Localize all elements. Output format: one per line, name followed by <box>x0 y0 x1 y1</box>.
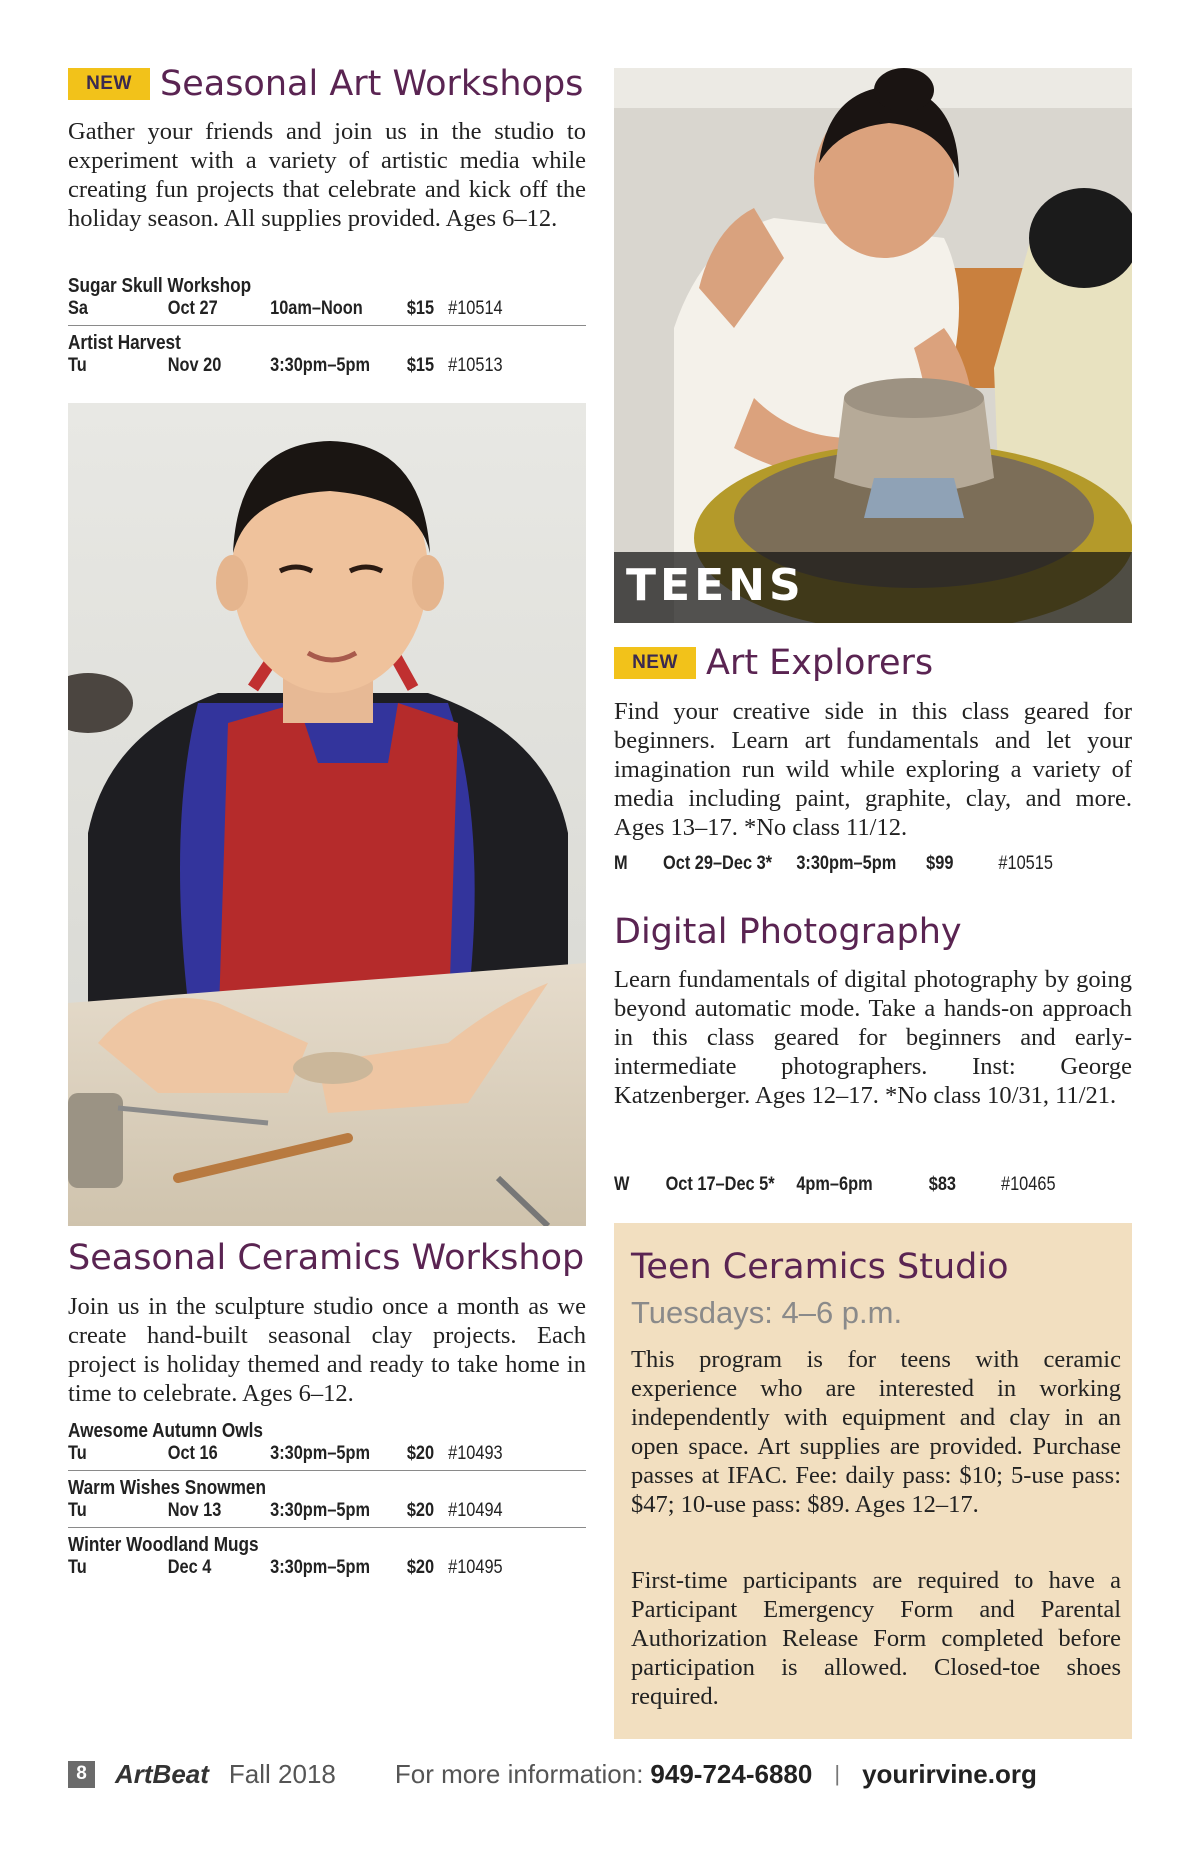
website-link[interactable]: yourirvine.org <box>862 1758 1037 1789</box>
session-row <box>68 1500 513 1524</box>
seasonal-art-header <box>68 66 588 102</box>
art-explorers-header <box>614 645 1134 681</box>
session-day: Tu <box>68 355 87 376</box>
boy-with-clay-photo <box>68 403 586 1226</box>
divider <box>68 325 586 326</box>
divider <box>68 1470 586 1471</box>
seasonal-art-title: Seasonal Art Workshops <box>160 64 584 104</box>
season-label: Fall 2018 <box>228 1758 336 1789</box>
session-time: 3:30pm–5pm <box>270 1500 371 1521</box>
session-day: Tu <box>68 1443 87 1464</box>
session-date: Oct 16 <box>167 1443 218 1464</box>
teen-ceramics-title: Teen Ceramics Studio <box>631 1247 1009 1287</box>
session-day: Tu <box>68 1557 87 1578</box>
session-time: 3:30pm–5pm <box>270 1557 371 1578</box>
digital-photography-title: Digital Photography <box>614 912 962 952</box>
session-date: Oct 27 <box>167 298 218 319</box>
session-name: Warm Wishes Snowmen <box>68 1477 267 1499</box>
session-code: #10493 <box>448 1443 503 1464</box>
session-time: 3:30pm–5pm <box>796 853 897 874</box>
session-code: #10465 <box>1001 1174 1056 1195</box>
seasonal-art-description: Gather your friends and join us in the studio to experiment with a variety of artistic media while creating fun projects that celebrate and kick off the holiday season. All supplies provided. Ages 6–12. <box>68 118 586 232</box>
session-block <box>68 274 586 322</box>
footer <box>68 1756 1068 1792</box>
teen-ceramics-subtitle: Tuesdays: 4–6 p.m. <box>631 1295 903 1330</box>
session-day: M <box>614 853 628 874</box>
session-time: 3:30pm–5pm <box>270 355 371 376</box>
boy-with-clay-illustration <box>68 403 586 1226</box>
teen-ceramics-panel <box>614 1223 1132 1739</box>
session-day: W <box>614 1174 630 1195</box>
session-name: Artist Harvest <box>68 332 181 354</box>
session-name: Sugar Skull Workshop <box>68 275 252 297</box>
session-code: #10513 <box>448 355 503 376</box>
session-date: Oct 17–Dec 5* <box>665 1174 775 1195</box>
teen-ceramics-note: First-time participants are required to have a Participant Emergency Form and Parental Authorization Release Form completed before participation is allowed. Closed-toe shoes required. <box>631 1567 1121 1710</box>
session-name: Winter Woodland Mugs <box>68 1534 259 1556</box>
session-price: $20 <box>406 1500 435 1521</box>
session-date: Nov 13 <box>167 1500 222 1521</box>
session-date: Oct 29–Dec 3* <box>663 853 773 874</box>
seasonal-ceramics-schedule <box>68 1419 586 1581</box>
session-code: #10495 <box>448 1557 503 1578</box>
divider <box>68 1527 586 1528</box>
session-price: $15 <box>406 298 435 319</box>
art-explorers-title: Art Explorers <box>706 643 934 683</box>
phone-number[interactable]: 949-724-6880 <box>650 1758 813 1789</box>
session-price: $20 <box>406 1557 435 1578</box>
session-price: $15 <box>406 355 435 376</box>
session-block <box>68 1476 586 1524</box>
session-day: Tu <box>68 1500 87 1521</box>
page-number: 8 <box>68 1761 95 1788</box>
session-row <box>68 298 513 322</box>
session-block <box>68 1419 586 1467</box>
info-label: For more information: <box>394 1758 644 1789</box>
seasonal-ceramics-description: Join us in the sculpture studio once a month as we create hand-built seasonal clay projects. Each project is holiday themed and ready to take home in time to celebrate. Ages 6–12. <box>68 1293 586 1407</box>
session-row <box>68 1557 513 1581</box>
session-price: $83 <box>928 1174 957 1195</box>
teen-pottery-photo <box>614 68 1132 623</box>
session-time: 3:30pm–5pm <box>270 1443 371 1464</box>
session-price: $20 <box>406 1443 435 1464</box>
session-date: Dec 4 <box>167 1557 212 1578</box>
session-row <box>68 1443 513 1467</box>
teens-label: TEENS <box>626 560 805 611</box>
session-block <box>68 1533 586 1581</box>
session-date: Nov 20 <box>167 355 222 376</box>
footer-separator: | <box>834 1761 841 1786</box>
session-code: #10514 <box>448 298 503 319</box>
seasonal-art-schedule <box>68 274 586 379</box>
session-price: $99 <box>926 853 954 874</box>
session-day: Sa <box>68 298 88 319</box>
session-block <box>68 331 586 379</box>
session-time: 4pm–6pm <box>796 1174 873 1195</box>
new-badge: NEW <box>614 647 696 679</box>
digital-photography-description: Learn fundamentals of digital photography by going beyond automatic mode. Take a hands-on approach in this class geared for beginners and early-intermediate photographers. Inst: George Katzenberger. Ages 12–17. *No class 10/31, 11/21. <box>614 966 1132 1109</box>
session-row <box>68 355 513 379</box>
digital-photography-session <box>614 1174 1130 1198</box>
session-name: Awesome Autumn Owls <box>68 1420 263 1442</box>
session-code: #10494 <box>448 1500 503 1521</box>
publication-name: ArtBeat <box>115 1758 209 1789</box>
session-time: 10am–Noon <box>270 298 363 319</box>
art-explorers-session <box>614 853 1130 877</box>
session-code: #10515 <box>998 853 1053 874</box>
art-explorers-description: Find your creative side in this class geared for beginners. Learn art fundamentals and let your imagination run wild while exploring a variety of media including paint, graphite, clay, and more. Ages 13–17. *No class 11/12. <box>614 698 1132 841</box>
seasonal-ceramics-title: Seasonal Ceramics Workshop <box>68 1238 585 1278</box>
teen-ceramics-description: This program is for teens with ceramic experience who are interested in working independently with equipment and clay in an open space. Art supplies are provided. Purchase passes at IFAC. Fee: daily pass: $10; 5-use pass: $47; 10-use pass: $89. Ages 12–17. <box>631 1346 1121 1518</box>
teen-at-wheel-illustration <box>614 68 1132 623</box>
new-badge: NEW <box>68 68 150 100</box>
